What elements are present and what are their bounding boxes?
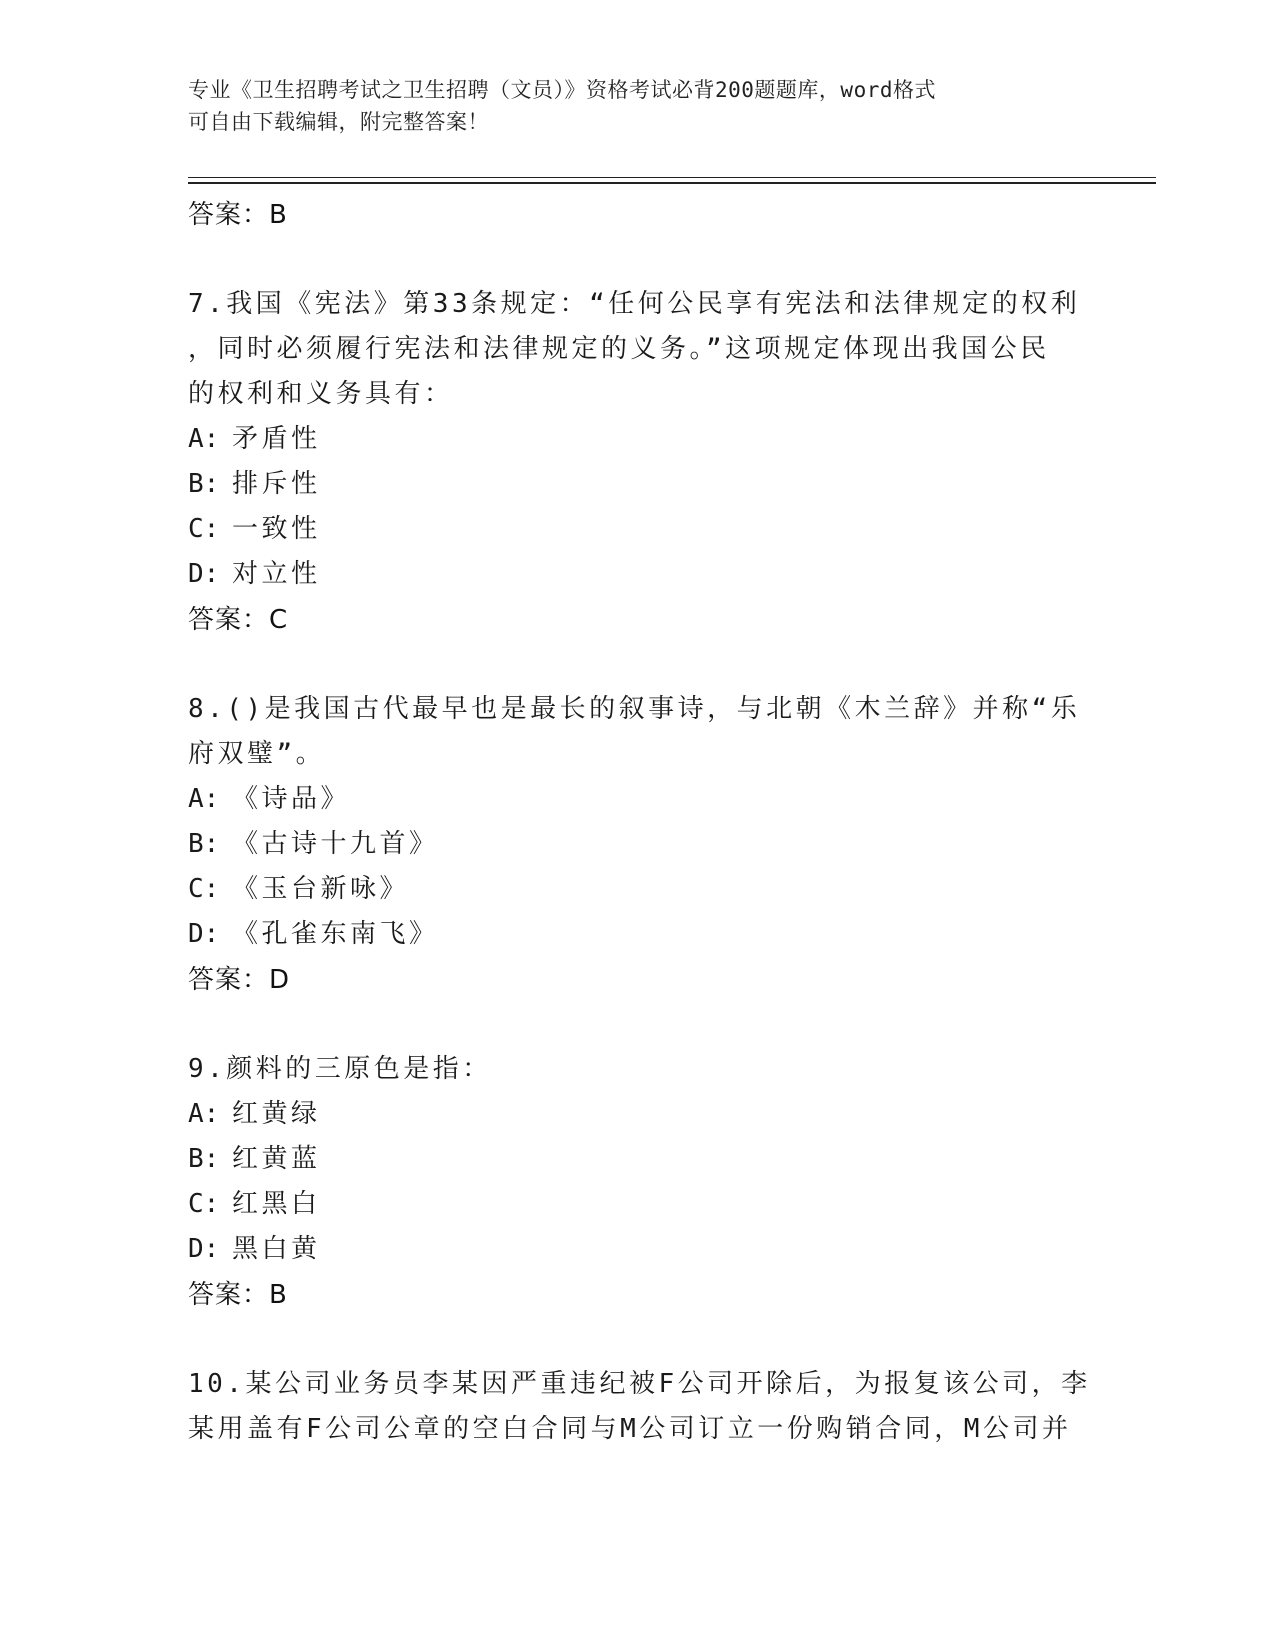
- header-line-2: 可自由下载编辑，附完整答案！: [188, 110, 489, 134]
- question-text-line: 某用盖有F公司公章的空白合同与M公司订立一份购销合同，M公司并: [188, 1414, 1072, 1444]
- answer: 答案：C: [188, 605, 289, 635]
- question-text-line: 9.颜料的三原色是指：: [188, 1054, 492, 1084]
- question-text-line: 7.我国《宪法》第33条规定：“任何公民享有宪法和法律规定的权利: [188, 289, 1081, 319]
- option-b: B: 红黄蓝: [188, 1144, 321, 1174]
- question-8: [188, 687, 1088, 1003]
- option-a: A: 矛盾性: [188, 424, 321, 454]
- option-c: C: 红黑白: [188, 1189, 321, 1219]
- option-d: D: 《孔雀东南飞》: [188, 919, 439, 949]
- option-d: D: 对立性: [188, 559, 321, 589]
- option-b: B: 排斥性: [188, 469, 321, 499]
- option-a: A: 《诗品》: [188, 784, 351, 814]
- option-c: C: 《玉台新咏》: [188, 874, 410, 904]
- header-line-1: 专业《卫生招聘考试之卫生招聘（文员）》资格考试必背200题题库，word格式: [188, 78, 936, 102]
- question-9: [188, 1047, 1088, 1318]
- question-text-line: 10.某公司业务员李某因严重违纪被F公司开除后，为报复该公司，李: [188, 1369, 1091, 1399]
- answer: 答案：B: [188, 1280, 288, 1310]
- question-list: [188, 192, 1091, 1452]
- header-rule-thick: [188, 182, 1156, 184]
- option-a: A: 红黄绿: [188, 1099, 321, 1129]
- previous-answer: 答案：B: [188, 200, 288, 230]
- question-text-line: 的权利和义务具有：: [188, 379, 454, 409]
- option-b: B: 《古诗十九首》: [188, 829, 439, 859]
- option-c: C: 一致性: [188, 514, 321, 544]
- question-text-line: 8.()是我国古代最早也是最长的叙事诗，与北朝《木兰辞》并称“乐: [188, 694, 1081, 724]
- question-text-line: ，同时必须履行宪法和法律规定的义务。”这项规定体现出我国公民: [188, 334, 1050, 364]
- header-rule-thin: [188, 177, 1156, 178]
- question-10: [188, 1362, 1091, 1452]
- question-text-line: 府双璧”。: [188, 739, 326, 769]
- question-7: [188, 282, 1088, 643]
- option-d: D: 黑白黄: [188, 1234, 321, 1264]
- answer: 答案：D: [188, 965, 291, 995]
- document-header: [188, 74, 1088, 138]
